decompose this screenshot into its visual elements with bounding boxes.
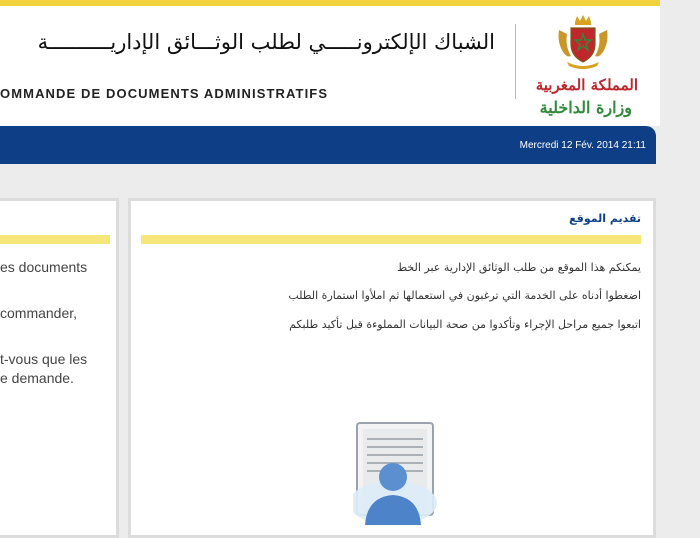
left-panel-divider [0, 235, 110, 244]
nav-bar [0, 126, 656, 164]
header-divider [515, 24, 516, 99]
site-title-french: OMMANDE DE DOCUMENTS ADMINISTRATIFS [0, 86, 329, 101]
left-panel-text-line: commander, [0, 305, 78, 321]
intro-text-line: اضغطوا أدناه على الخدمة التي ترغبون في استعمالها ثم املأوا استمارة الطلب [288, 289, 641, 302]
current-date: Mercredi 12 Fév. 2014 21:11 [519, 140, 646, 151]
kingdom-label: المملكة المغربية [535, 76, 638, 94]
left-panel-text-line: t-vous que les [0, 351, 88, 367]
site-presentation-panel [128, 198, 656, 538]
site-title-arabic: الشباك الإلكترونـــــي لطلب الوثـــائق الإداريــــــــــة [37, 30, 495, 54]
left-panel-text-line: e demande. [0, 370, 74, 386]
intro-text-line: يمكنكم هذا الموقع من طلب الوثائق الإدارية عبر الخط [396, 261, 641, 274]
intro-text-line: اتبعوا جميع مراحل الإجراء وتأكدوا من صحة البيانات المملوءة قبل تأكيد طلبكم [289, 318, 641, 331]
morocco-coat-of-arms-icon [553, 12, 613, 72]
ministry-label: وزارة الداخلية [539, 98, 632, 117]
left-panel-text-line: es documents [0, 259, 88, 275]
left-panel [0, 198, 119, 538]
user-document-icon [353, 421, 439, 531]
site-header [0, 6, 660, 126]
section-title: تقديم الموقع [569, 212, 641, 225]
section-divider [141, 235, 641, 244]
